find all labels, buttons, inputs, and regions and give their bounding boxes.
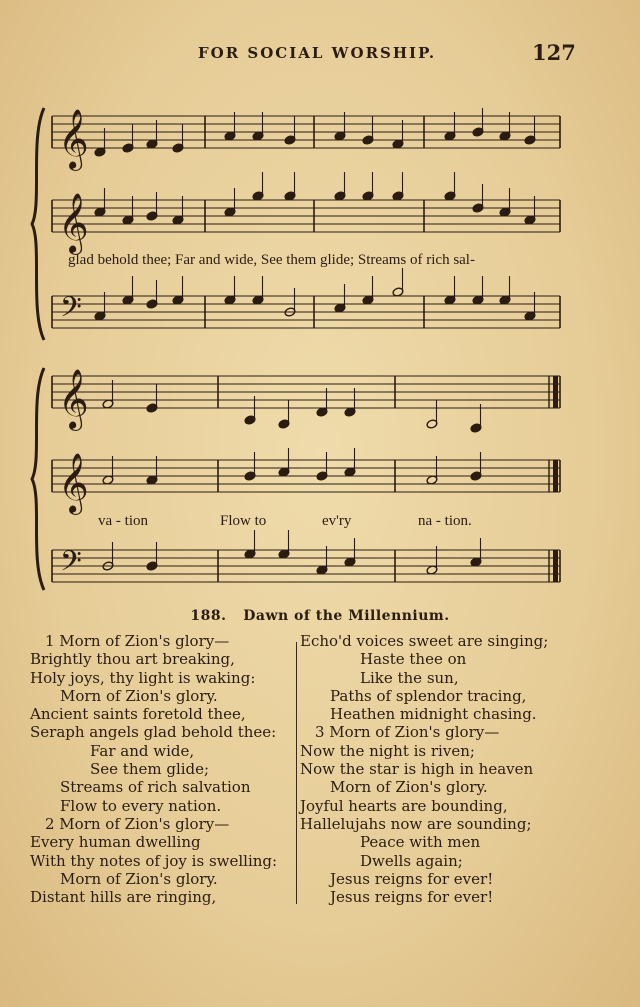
verse-line: Peace with men — [360, 833, 481, 852]
system-brace — [32, 108, 44, 340]
verse-line: Morn of Zion's glory. — [60, 869, 218, 888]
verse-line: Distant hills are ringing, — [30, 888, 217, 907]
final-bar — [553, 460, 558, 492]
lyric-system2-1: va - tion — [98, 513, 148, 529]
column-divider — [296, 642, 297, 904]
verse-line: Dwells again; — [360, 851, 463, 870]
verse-line: Echo'd voices sweet are singing; — [300, 632, 549, 650]
verse-line: 2 Morn of Zion's glory— — [45, 814, 230, 833]
verse-line: See them glide; — [90, 760, 210, 779]
verse-line: Ancient saints foretold thee, — [30, 705, 246, 724]
hymn-title: Dawn of the Millennium. — [243, 608, 450, 624]
verse-line: Seraph angels glad behold thee: — [30, 723, 277, 742]
verse-line: Haste thee on — [360, 650, 467, 669]
verse-line: 1 Morn of Zion's glory— — [45, 632, 230, 650]
treble-clef-icon: 𝄞 — [58, 109, 89, 169]
verse-column-right — [300, 632, 570, 906]
verse-line: Holy joys, thy light is waking: — [30, 668, 256, 687]
verse-line: Every human dwelling — [30, 833, 201, 852]
hymn-number: 188. — [190, 608, 227, 624]
verse-line: Hallelujahs now are sounding; — [300, 814, 532, 833]
verse-line: Now the night is riven; — [300, 741, 475, 760]
verse-line: 3 Morn of Zion's glory— — [315, 723, 500, 742]
verse-line: Like the sun, — [360, 668, 459, 687]
verse-line: Heathen midnight chasing. — [330, 705, 537, 724]
lyric-system2-4: na - tion. — [418, 513, 472, 529]
final-bar — [553, 376, 558, 408]
verse-line: Paths of splendor tracing, — [330, 686, 527, 705]
system-brace — [32, 368, 44, 590]
verse-line: Morn of Zion's glory. — [60, 686, 218, 705]
verse-line: Flow to every nation. — [60, 796, 222, 815]
running-title: FOR SOCIAL WORSHIP. — [198, 44, 437, 62]
lyric-system2-3: ev'ry — [322, 513, 352, 529]
lyric-system1: glad behold thee; Far and wide, See them glide; Streams of rich sal- — [68, 252, 475, 268]
verse-column-left — [30, 632, 292, 906]
verse-line: Now the star is high in heaven — [300, 760, 534, 779]
lyric-system2-2: Flow to — [220, 513, 267, 529]
verse-line: Joyful hearts are bounding, — [300, 796, 508, 815]
treble-clef-icon: 𝄞 — [58, 453, 89, 513]
bass-clef-icon: 𝄢 — [60, 291, 82, 331]
bass-clef-icon: 𝄢 — [60, 545, 82, 585]
page-number: 127 — [532, 40, 576, 65]
hymn-heading — [0, 608, 640, 624]
treble-clef-icon: 𝄞 — [58, 369, 89, 429]
treble-clef-icon: 𝄞 — [58, 193, 89, 253]
verse-line: Morn of Zion's glory. — [330, 778, 488, 797]
verse-line: Jesus reigns for ever! — [330, 869, 494, 888]
verse-line: Far and wide, — [90, 741, 195, 760]
verse-line: Brightly thou art breaking, — [30, 650, 235, 669]
verse-line: With thy notes of joy is swelling: — [30, 851, 278, 870]
verse-line: Streams of rich salvation — [60, 778, 251, 797]
verse-line: Jesus reigns for ever! — [330, 888, 494, 907]
final-bar — [553, 550, 558, 582]
